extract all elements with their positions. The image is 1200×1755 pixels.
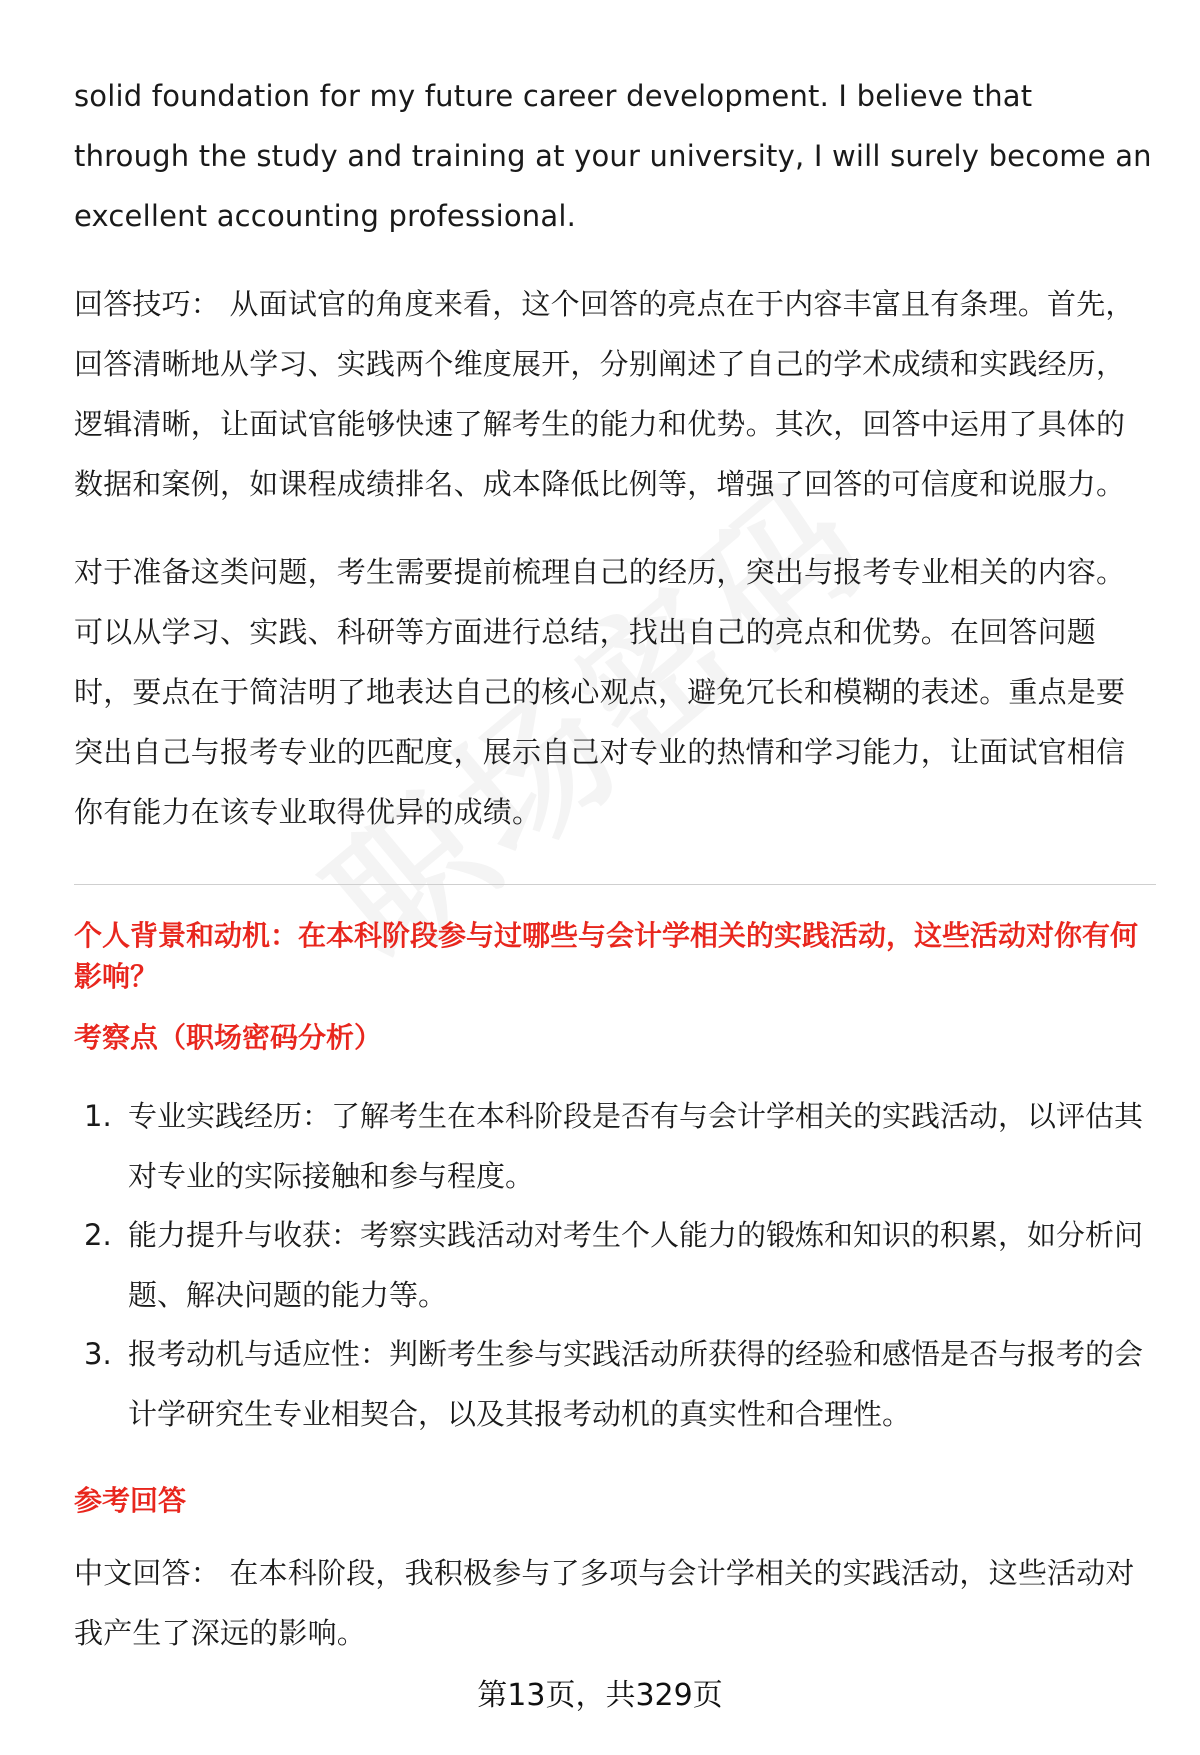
- list-item-number: 1.: [84, 1099, 112, 1133]
- list-item-number: 2.: [84, 1218, 112, 1252]
- preparation-advice-paragraph: 对于准备这类问题，考生需要提前梳理自己的经历，突出与报考专业相关的内容。可以从学习、实践、科研等方面进行总结，找出自己的亮点和优势。在回答问题时，要点在于简洁明了地表达自己的核心观点，避免冗长和模糊的表述。重点是要突出自己与报考专业的匹配度，展示自己对专业的热情和学习能力，让面试官相信你有能力在该专业取得优异的成绩。: [74, 555, 1126, 829]
- page-number: 第13页，共329页: [477, 1678, 723, 1713]
- intro-paragraph: solid foundation for my future career development. I believe that through the study and training at your university, I will surely become an excellent accounting professional.: [74, 79, 1152, 233]
- reference-answer-text: 中文回答： 在本科阶段，我积极参与了多项与会计学相关的实践活动，这些活动对我产生了深远的影响。: [74, 1556, 1135, 1650]
- section-divider: [74, 884, 1156, 885]
- list-item-text: 专业实践经历：了解考生在本科阶段是否有与会计学相关的实践活动，以评估其对专业的实际接触和参与程度。: [128, 1099, 1144, 1193]
- list-item-text: 报考动机与适应性：判断考生参与实践活动所获得的经验和感悟是否与报考的会计学研究生专业相契合，以及其报考动机的真实性和合理性。: [128, 1337, 1144, 1431]
- list-item: [74, 1205, 1154, 1325]
- document-page: [74, 66, 1154, 1663]
- list-item-number: 3.: [84, 1337, 112, 1371]
- reference-answer-heading: 参考回答: [74, 1484, 187, 1517]
- key-points-heading: 考察点（职场密码分析）: [74, 1021, 383, 1054]
- key-points-list: [74, 1086, 1154, 1444]
- question-title: 个人背景和动机：在本科阶段参与过哪些与会计学相关的实践活动，这些活动对你有何影响？: [74, 919, 1139, 993]
- answer-tips-paragraph: 回答技巧： 从面试官的角度来看，这个回答的亮点在于内容丰富且有条理。首先，回答清晰地从学习、实践两个维度展开，分别阐述了自己的学术成绩和实践经历，逻辑清晰，让面试官能够快速了解考生的能力和优势。其次，回答中运用了具体的数据和案例，如课程成绩排名、成本降低比例等，增强了回答的可信度和说服力。: [74, 287, 1135, 501]
- list-item: [74, 1086, 1154, 1206]
- list-item-text: 能力提升与收获：考察实践活动对考生个人能力的锻炼和知识的积累，如分析问题、解决问题的能力等。: [128, 1218, 1144, 1312]
- list-item: [74, 1324, 1154, 1444]
